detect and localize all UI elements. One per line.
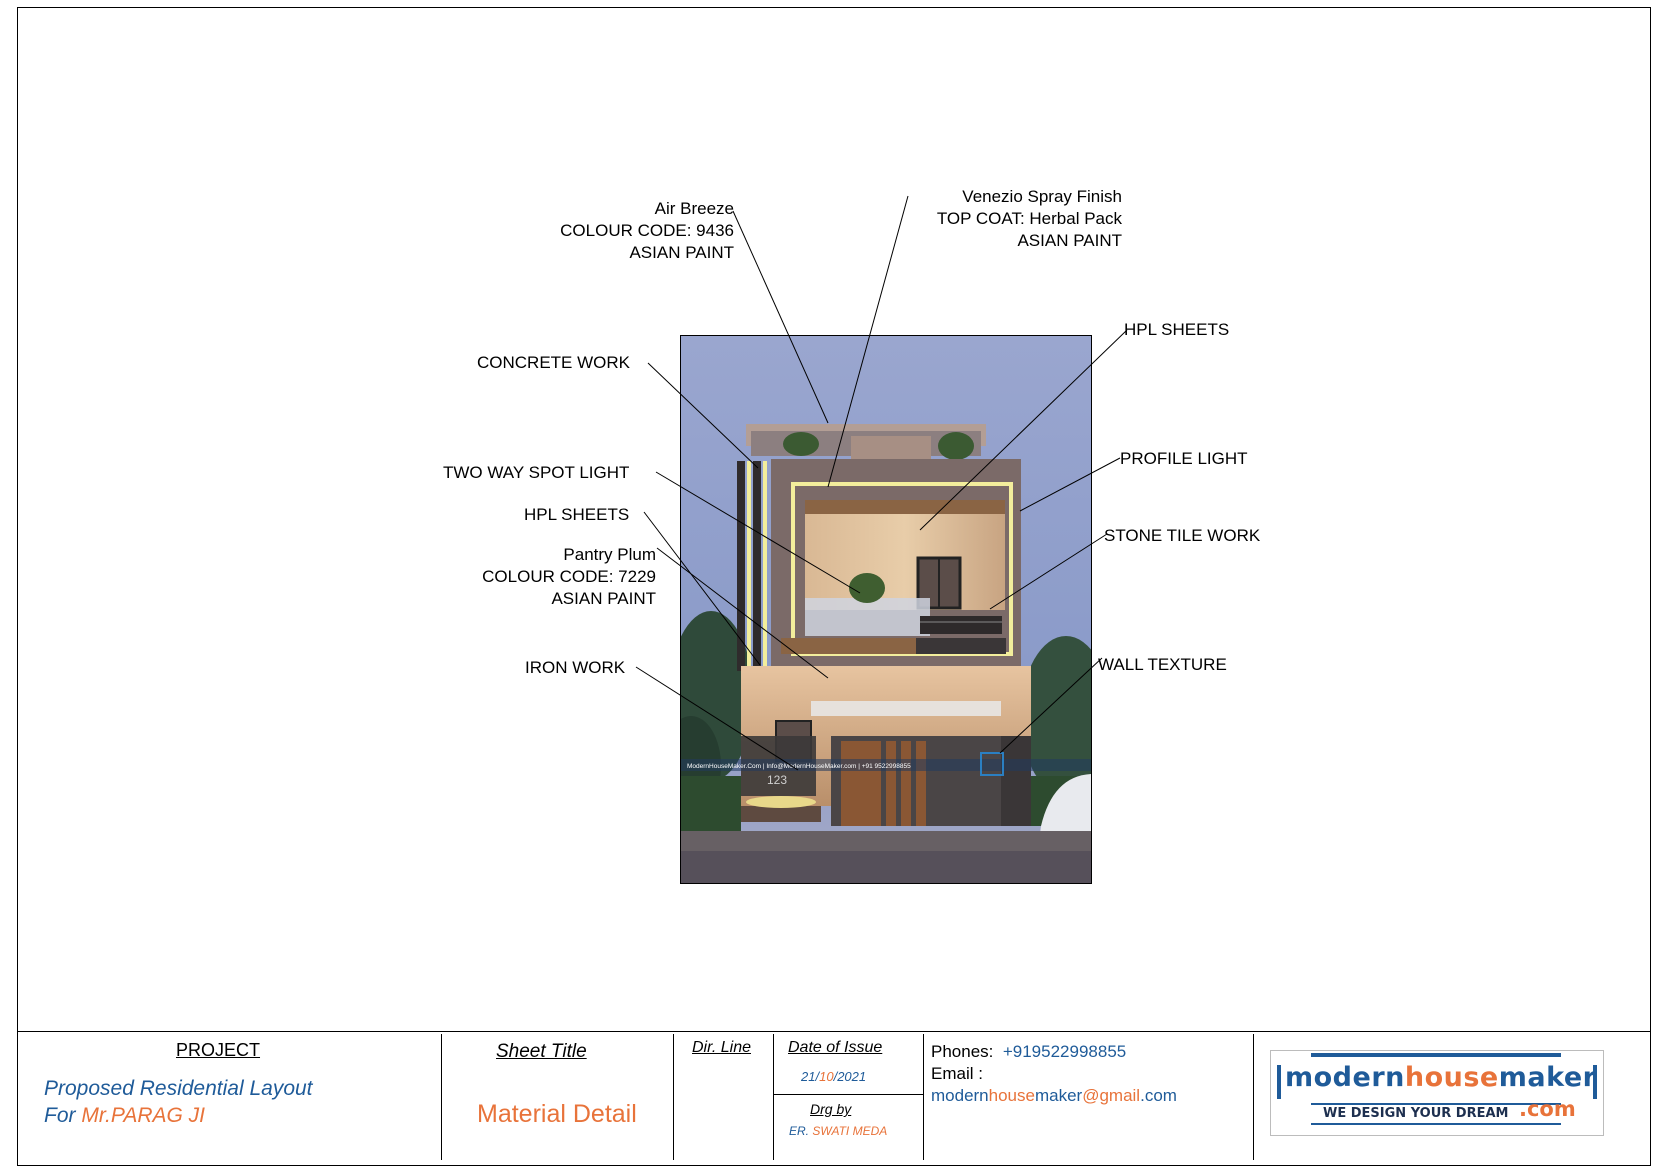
callout-hpl-sheets-right: HPL SHEETS	[1124, 320, 1230, 339]
callout-wall-texture: WALL TEXTURE	[1098, 655, 1227, 674]
date-value: 21/10/2021	[801, 1069, 867, 1084]
render-watermark-text: ModernHouseMaker.Com | Info@ModernHouseMaker.com | +91 9522998855	[687, 763, 911, 770]
logo-suffix: .com	[1519, 1097, 1576, 1121]
callout-pantry-plum-line2: COLOUR CODE: 7229	[482, 567, 656, 586]
dir-line-heading: Dir. Line	[692, 1039, 751, 1056]
callout-concrete-work: CONCRETE WORK	[477, 353, 630, 372]
title-block-divider	[673, 1034, 674, 1160]
project-line2	[44, 1102, 313, 1129]
logo-wordmark	[1285, 1062, 1596, 1093]
date-heading: Date of Issue	[788, 1039, 883, 1056]
callout-air-breeze	[560, 198, 734, 264]
sheet-title-heading: Sheet Title	[496, 1041, 587, 1062]
callout-venezio-line1: Venezio Spray Finish	[962, 187, 1122, 206]
date-day: 21	[801, 1069, 816, 1084]
callout-iron-work: IRON WORK	[525, 658, 626, 677]
email-value[interactable]	[931, 1085, 1177, 1107]
title-block-divider	[923, 1034, 924, 1160]
callout-two-way-spot-light: TWO WAY SPOT LIGHT	[443, 463, 630, 482]
callout-pantry-plum-line3: ASIAN PAINT	[551, 589, 656, 608]
callout-air-breeze-line3: ASIAN PAINT	[629, 243, 734, 262]
client-name: Mr.PARAG JI	[81, 1104, 206, 1127]
phones-row	[931, 1041, 1177, 1063]
callout-venezio-line3: ASIAN PAINT	[1017, 231, 1122, 250]
drawn-by-prefix: ER.	[789, 1124, 813, 1138]
callout-air-breeze-line1: Air Breeze	[654, 199, 734, 218]
logo-tagline: WE DESIGN YOUR DREAM	[1323, 1106, 1509, 1121]
callout-venezio	[937, 186, 1122, 252]
title-block-divider	[773, 1094, 923, 1095]
logo-top-rule	[1311, 1053, 1561, 1057]
email-part5: .com	[1140, 1086, 1177, 1105]
callout-profile-light: PROFILE LIGHT	[1120, 449, 1248, 468]
drawn-by-value	[789, 1124, 887, 1138]
logo-word1: modern	[1285, 1062, 1405, 1093]
callout-pantry-plum-line1: Pantry Plum	[563, 545, 656, 564]
project-name	[44, 1075, 313, 1129]
title-block-divider	[441, 1034, 442, 1160]
date-month: 10	[819, 1069, 834, 1084]
title-block-divider	[773, 1034, 774, 1160]
email-part2: house	[988, 1086, 1035, 1105]
email-label: Email :	[931, 1064, 983, 1083]
email-part1: modern	[931, 1086, 989, 1105]
drawn-by-heading: Drg by	[810, 1101, 852, 1117]
date-year: 2021	[837, 1069, 867, 1084]
callout-air-breeze-line2: COLOUR CODE: 9436	[560, 221, 734, 240]
house-elevation-render	[680, 335, 1092, 884]
drawn-by-name: SWATI MEDA	[812, 1124, 888, 1138]
phones-label: Phones:	[931, 1042, 994, 1061]
project-line1: Proposed Residential Layout	[44, 1077, 313, 1100]
callout-pantry-plum	[482, 544, 656, 610]
logo-word3: maker	[1498, 1062, 1597, 1093]
logo-left-bar	[1277, 1065, 1281, 1099]
title-block-divider	[1253, 1034, 1254, 1160]
phones-value[interactable]: +919522998855	[1002, 1042, 1127, 1061]
callout-hpl-sheets-left: HPL SHEETS	[524, 505, 630, 524]
contact-info	[931, 1041, 1177, 1107]
project-line2-prefix: For	[44, 1104, 82, 1127]
logo-word2: house	[1404, 1062, 1499, 1093]
email-part3: maker	[1034, 1086, 1083, 1105]
project-heading: PROJECT	[176, 1040, 261, 1060]
email-part4: @gmail	[1082, 1086, 1141, 1105]
company-logo	[1270, 1050, 1604, 1136]
house-number: 123	[767, 773, 788, 787]
callout-stone-tile-work: STONE TILE WORK	[1104, 526, 1261, 545]
callout-venezio-line2: TOP COAT: Herbal Pack	[936, 209, 1122, 228]
sheet-title-value: Material Detail	[477, 1100, 637, 1128]
